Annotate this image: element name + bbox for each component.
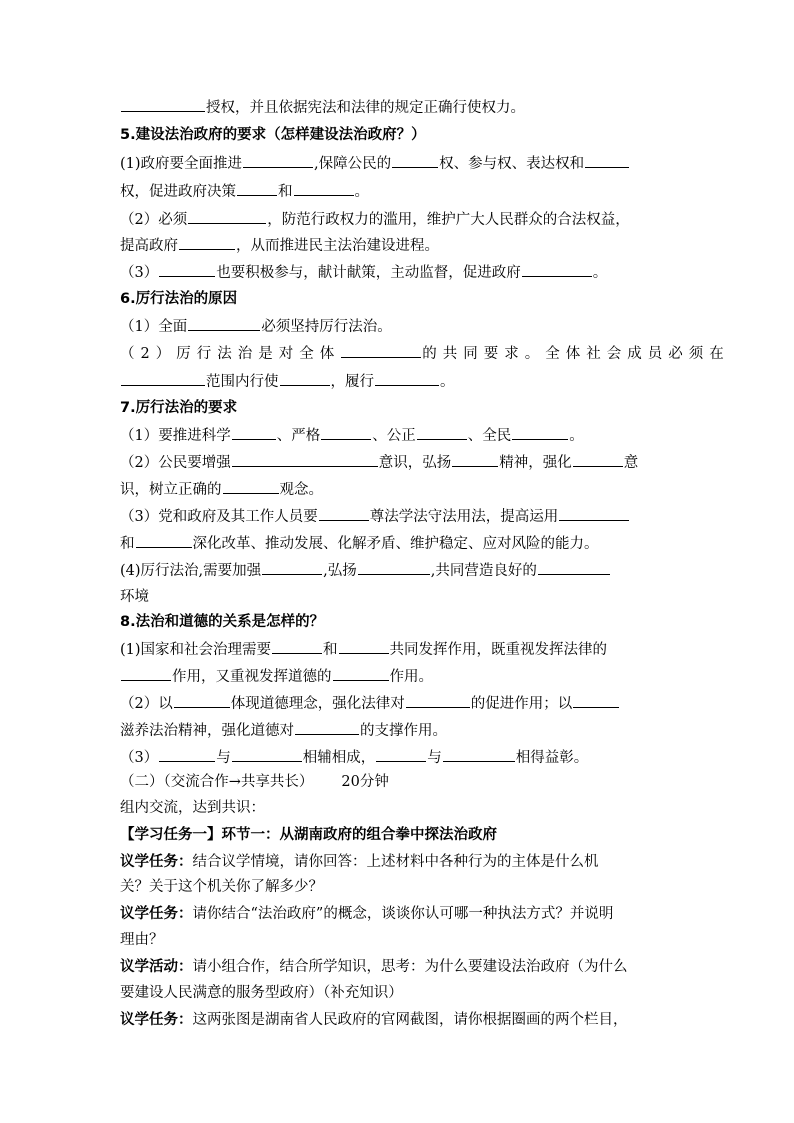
fill-blank[interactable] bbox=[512, 425, 568, 440]
heading-6: 6.厉行法治的原因 bbox=[120, 291, 238, 307]
task-item-4: 议学任务：这两张图是湖南省人民政府的官网截图，请你根据圈画的两个栏目， bbox=[120, 1012, 628, 1028]
fill-blank[interactable] bbox=[333, 666, 389, 681]
fill-blank[interactable] bbox=[232, 452, 378, 467]
line-5-3: （2）必须 ，防范行政权力的滥用，维护广大人民群众的合法权益， bbox=[120, 209, 680, 230]
fill-blank[interactable] bbox=[121, 371, 205, 386]
line-7-1: （1）要推进科学 、严格 、公正 、全民 。 bbox=[120, 425, 680, 446]
fill-blank[interactable] bbox=[136, 533, 192, 548]
fill-blank[interactable] bbox=[443, 747, 515, 762]
fill-blank[interactable] bbox=[375, 371, 439, 386]
line-5-4: 提高政府 ，从而推进民主法治建设进程。 bbox=[120, 235, 680, 256]
fill-blank[interactable] bbox=[392, 153, 438, 168]
fill-blank[interactable] bbox=[262, 560, 322, 575]
line-5-5: （3） 也要积极参与，献计献策，主动监督，促进政府 。 bbox=[120, 262, 680, 283]
task-item-2-cont: 理由？ bbox=[120, 932, 164, 948]
fill-blank[interactable] bbox=[159, 747, 215, 762]
line-7-5: 和 深化改革、推动发展、化解矛盾、维护稳定、应对风险的能力。 bbox=[120, 533, 680, 554]
line-7-2: （2）公民要增强 意识，弘扬 精神，强化 意 bbox=[120, 452, 680, 473]
line-6-2: （2）厉行法治是对全体 的共同要求。全体社会成员必须在 bbox=[120, 343, 680, 364]
fill-blank[interactable] bbox=[174, 693, 230, 708]
line-5-2: 权，促进政府决策 和 。 bbox=[120, 181, 680, 202]
fill-blank[interactable] bbox=[295, 720, 359, 735]
fill-blank[interactable] bbox=[223, 479, 279, 494]
heading-7: 7.厉行法治的要求 bbox=[120, 400, 238, 416]
fill-blank[interactable] bbox=[159, 262, 215, 277]
fill-blank[interactable] bbox=[559, 506, 629, 521]
line-6-3: 范围内行使 ，履行 。 bbox=[120, 371, 680, 392]
line-8-3: （2）以 体现道德理念，强化法律对 的促进作用；以 bbox=[120, 693, 680, 714]
fill-blank[interactable] bbox=[358, 560, 430, 575]
line-authorization: 授权，并且依据宪法和法律的规定正确行使权力。 bbox=[120, 97, 680, 118]
fill-blank[interactable] bbox=[573, 452, 623, 467]
fill-blank[interactable] bbox=[339, 639, 389, 654]
line-8-2: 作用，又重视发挥道德的 作用。 bbox=[120, 666, 680, 687]
line-group-exchange: 组内交流，达到共识： bbox=[120, 800, 265, 816]
line-5-1: (1)政府要全面推进 ,保障公民的 权、参与权、表达权和 bbox=[120, 153, 680, 174]
fill-blank[interactable] bbox=[232, 747, 302, 762]
line-8-1: (1)国家和社会治理需要 和 共同发挥作用，既重视发挥法律的 bbox=[120, 639, 680, 660]
fill-blank[interactable] bbox=[280, 371, 330, 386]
fill-blank[interactable] bbox=[243, 153, 313, 168]
fill-blank[interactable] bbox=[272, 639, 322, 654]
line-7-4: （3）党和政府及其工作人员要 尊法学法守法用法，提高运用 bbox=[120, 506, 680, 527]
heading-5: 5.建设法治政府的要求（怎样建设法治政府？） bbox=[120, 127, 426, 143]
line-7-3: 识，树立正确的 观念。 bbox=[120, 479, 680, 500]
task-item-3-cont: 要建设人民满意的服务型政府）（补充知识） bbox=[120, 985, 403, 1001]
fill-blank[interactable] bbox=[376, 747, 426, 762]
line-7-6: (4)厉行法治,需要加强 ,弘扬 ,共同营造良好的 bbox=[120, 560, 680, 581]
line-8-4: 滋养法治精神，强化道德对 的支撑作用。 bbox=[120, 720, 680, 741]
fill-blank[interactable] bbox=[341, 343, 421, 358]
fill-blank[interactable] bbox=[417, 425, 467, 440]
task-1-title: 【学习任务一】环节一：从湖南政府的组合拳中探法治政府 bbox=[120, 827, 497, 843]
fill-blank[interactable] bbox=[188, 209, 266, 224]
fill-blank[interactable] bbox=[573, 693, 619, 708]
line-6-1: （1）全面 必须坚持厉行法治。 bbox=[120, 316, 680, 337]
fill-blank[interactable] bbox=[121, 97, 205, 112]
fill-blank[interactable] bbox=[294, 181, 354, 196]
section-2-heading: （二）（交流合作→共享共长） 20分钟 bbox=[120, 774, 389, 790]
fill-blank[interactable] bbox=[188, 316, 260, 331]
fill-blank[interactable] bbox=[237, 181, 277, 196]
fill-blank[interactable] bbox=[406, 693, 470, 708]
fill-blank[interactable] bbox=[179, 235, 235, 250]
fill-blank[interactable] bbox=[319, 506, 369, 521]
fill-blank[interactable] bbox=[121, 666, 171, 681]
fill-blank[interactable] bbox=[452, 452, 498, 467]
line-7-7: 环境 bbox=[120, 589, 149, 605]
task-item-1-cont: 关？关于这个机关你了解多少？ bbox=[120, 879, 323, 895]
task-item-3: 议学活动：请小组合作，结合所学知识，思考：为什么要建设法治政府（为什么 bbox=[120, 959, 628, 975]
task-item-1: 议学任务：结合议学情境，请你回答：上述材料中各种行为的主体是什么机 bbox=[120, 854, 599, 870]
fill-blank[interactable] bbox=[232, 425, 276, 440]
heading-8: 8.法治和道德的关系是怎样的？ bbox=[120, 614, 325, 630]
fill-blank[interactable] bbox=[321, 425, 371, 440]
line-8-5: （3） 与 相辅相成， 与 相得益彰。 bbox=[120, 747, 680, 768]
fill-blank[interactable] bbox=[585, 153, 629, 168]
task-item-2: 议学任务：请你结合“法治政府”的概念，谈谈你认可哪一种执法方式？并说明 bbox=[120, 906, 614, 922]
fill-blank[interactable] bbox=[522, 262, 592, 277]
fill-blank[interactable] bbox=[538, 560, 610, 575]
